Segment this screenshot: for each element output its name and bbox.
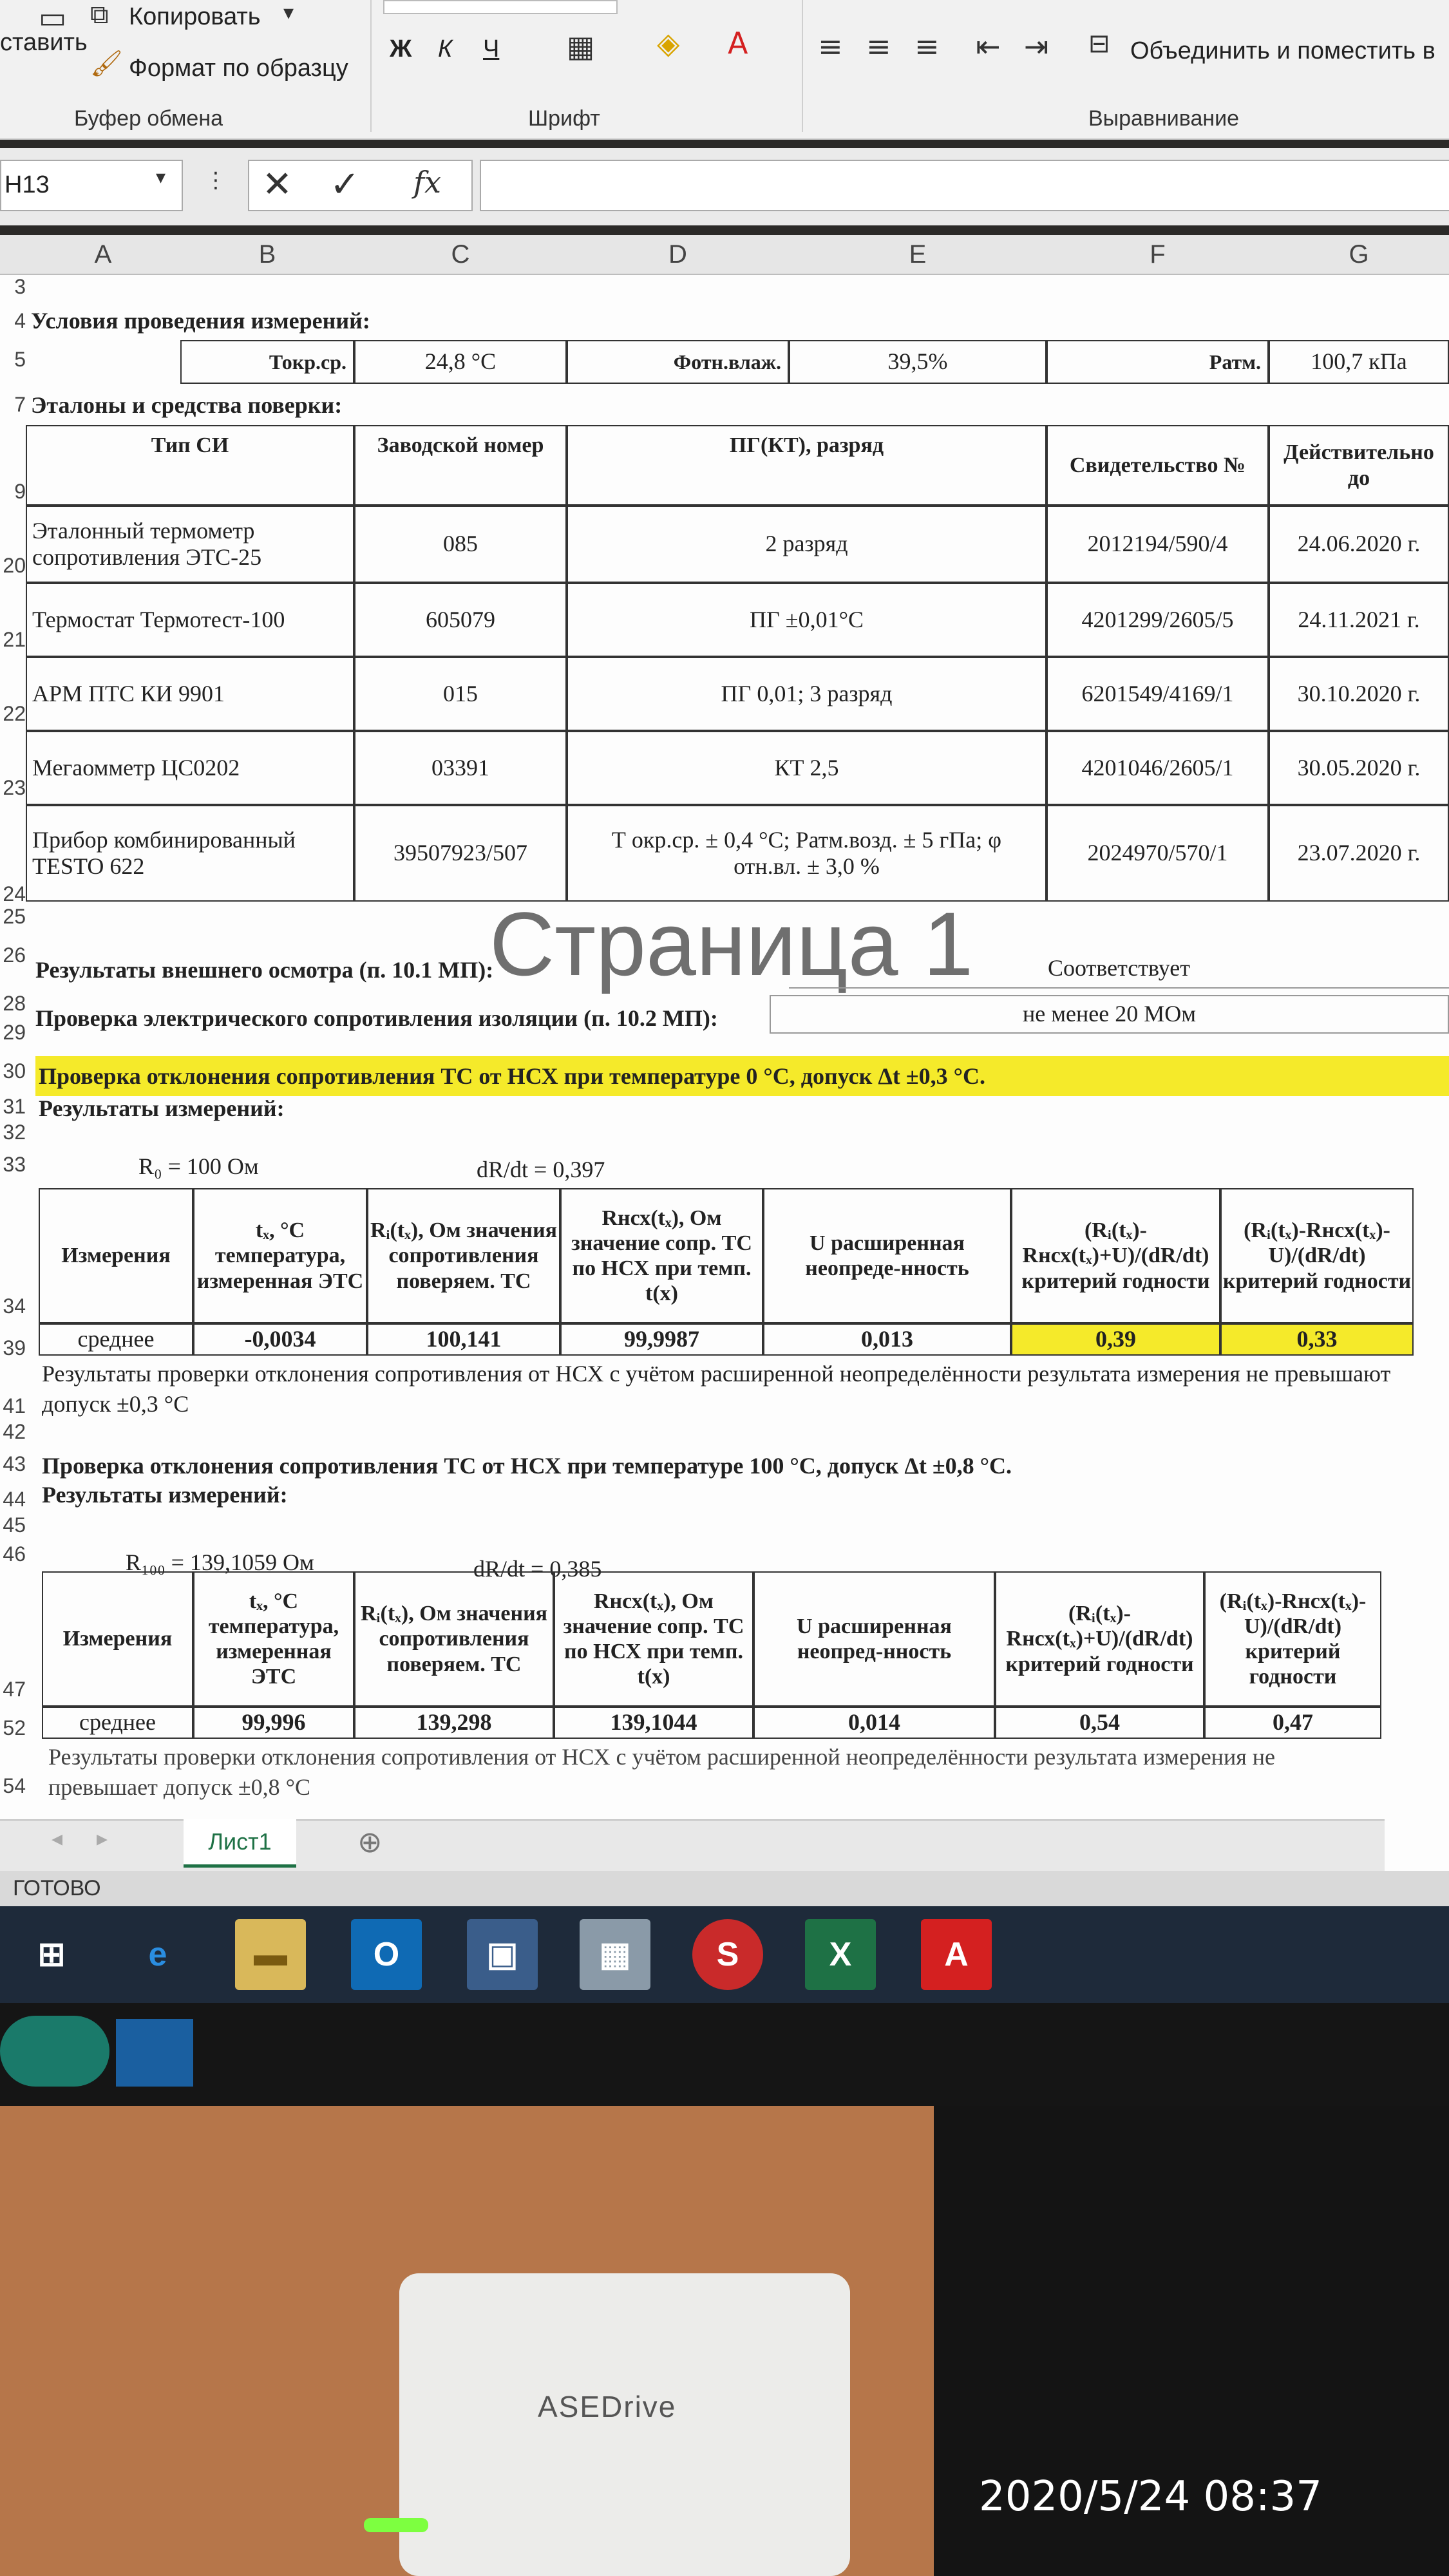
page-watermark: Страница 1: [489, 893, 974, 994]
table-cell[interactable]: 0,33: [1220, 1323, 1414, 1356]
energy-star-logo: [116, 2019, 193, 2087]
formula-input[interactable]: [480, 160, 1449, 211]
merge-icon[interactable]: ⊟: [1088, 29, 1110, 59]
table-cell[interactable]: Т окр.ср. ± 0,4 °С; Ратм.возд. ± 5 гПа; φ отн.вл. ± 3,0 %: [567, 805, 1046, 902]
standards-header-valid: Действительно до: [1269, 425, 1449, 506]
table-cell[interactable]: 99,996: [193, 1707, 354, 1739]
row-header[interactable]: 5: [14, 348, 26, 371]
excel-icon[interactable]: X: [805, 1919, 876, 1990]
table-cell[interactable]: 30.10.2020 г.: [1269, 657, 1449, 731]
device-label: ASEDrive: [538, 2390, 677, 2423]
test0-header-tx: tₓ, °С температура, измеренная ЭТС: [193, 1188, 367, 1323]
test0-header-ri: Rᵢ(tₓ), Ом значения сопротивления поверяем. ТС: [367, 1188, 560, 1323]
test0-title: Проверка отклонения сопротивления ТС от НСХ при температуре 0 °С, допуск Δt ±0,3 °С.: [39, 1063, 986, 1089]
test100-r100: R₁₀₀ = 139,1059 Ом: [126, 1549, 314, 1575]
row-header[interactable]: 43: [3, 1452, 26, 1475]
row-header[interactable]: 39: [3, 1336, 26, 1359]
divider: [370, 0, 372, 132]
table-cell[interactable]: -0,0034: [193, 1323, 367, 1356]
add-sheet-icon[interactable]: ⊕: [357, 1824, 383, 1859]
row-header[interactable]: 42: [3, 1420, 26, 1443]
photo-timestamp: 2020/5/24 08:37: [979, 2473, 1322, 2521]
merge-button[interactable]: Объединить и поместить в: [1130, 37, 1435, 64]
table-cell[interactable]: 0,39: [1011, 1323, 1220, 1356]
test100-header-crit-plus: (Rᵢ(tₓ)-Rнсх(tₓ)+U)/(dR/dt) критерий годности: [995, 1571, 1204, 1707]
row-header[interactable]: 33: [3, 1153, 26, 1176]
test0-header-rnsh: Rнсх(tₓ), Ом значение сопр. ТС по НСХ при темп. t(x): [560, 1188, 763, 1323]
device-led: [364, 2518, 428, 2532]
row-header[interactable]: 44: [3, 1488, 26, 1511]
temperature-label: Токр.ср.: [180, 340, 354, 384]
row-header[interactable]: 20: [3, 554, 26, 577]
pressure-value[interactable]: 100,7 кПа: [1269, 340, 1449, 384]
start-icon[interactable]: ⊞: [37, 1936, 66, 1973]
column-header[interactable]: D: [567, 235, 790, 275]
table-cell[interactable]: 03391: [354, 731, 567, 805]
font-group-label: Шрифт: [528, 106, 600, 131]
scroll-right-icon[interactable]: ▸: [97, 1826, 108, 1852]
sheet-tab[interactable]: Лист1: [184, 1819, 296, 1868]
humidity-label: Фотн.влаж.: [567, 340, 789, 384]
test100-title: Проверка отклонения сопротивления ТС от НСХ при температуре 100 °С, допуск Δt ±0,8 °С.: [42, 1453, 1012, 1479]
table-cell[interactable]: 085: [354, 506, 567, 583]
row-header[interactable]: 28: [3, 992, 26, 1015]
calculator-icon[interactable]: ▦: [580, 1919, 650, 1990]
name-box-value: H13: [5, 171, 50, 198]
formula-buttons: [248, 160, 473, 211]
underline-button[interactable]: Ч: [483, 35, 500, 62]
monitor-bezel: [0, 2003, 1449, 2106]
table-cell[interactable]: 0,54: [995, 1707, 1204, 1739]
insulation-value[interactable]: не менее 20 МОм: [770, 995, 1449, 1034]
table-cell[interactable]: ПГ ±0,01°С: [567, 583, 1046, 657]
humidity-value[interactable]: 39,5%: [789, 340, 1046, 384]
paste-icon[interactable]: ▭: [39, 0, 67, 35]
test100-header-ri: Rᵢ(tₓ), Ом значения сопротивления поверяем. ТС: [354, 1571, 554, 1707]
table-cell[interactable]: 605079: [354, 583, 567, 657]
table-cell[interactable]: Эталонный термометр сопротивления ЭТС-25: [26, 506, 354, 583]
table-cell[interactable]: среднее: [42, 1707, 193, 1739]
row-header[interactable]: 31: [3, 1095, 26, 1118]
column-header[interactable]: E: [789, 235, 1047, 275]
chevron-down-icon[interactable]: ▾: [283, 0, 294, 24]
more-icon: ⋮: [205, 167, 227, 193]
row-header[interactable]: 25: [3, 905, 26, 928]
standards-header-serial: Заводской номер: [354, 425, 567, 506]
table-cell[interactable]: 2012194/590/4: [1046, 506, 1269, 583]
test100-header-measurement: Измерения: [42, 1571, 193, 1707]
table-cell[interactable]: 99,9987: [560, 1323, 763, 1356]
column-header[interactable]: F: [1046, 235, 1269, 275]
worksheet: [0, 235, 1449, 1874]
visual-inspection-label: Результаты внешнего осмотра (п. 10.1 МП):: [35, 957, 494, 983]
align-center-icon[interactable]: ≡: [866, 29, 891, 64]
table-cell[interactable]: 2 разряд: [567, 506, 1046, 583]
table-cell[interactable]: 23.07.2020 г.: [1269, 805, 1449, 902]
fill-color-icon[interactable]: ◈: [657, 26, 680, 61]
pdf-icon[interactable]: A: [921, 1919, 992, 1990]
table-cell[interactable]: 6201549/4169/1: [1046, 657, 1269, 731]
font-color-icon[interactable]: A: [728, 26, 748, 61]
copy-icon[interactable]: ⧉: [90, 0, 109, 30]
row-header[interactable]: 45: [3, 1513, 26, 1537]
visual-inspection-value[interactable]: Соответствует: [789, 950, 1449, 989]
alignment-group-label: Выравнивание: [1088, 106, 1240, 131]
column-header[interactable]: G: [1269, 235, 1449, 275]
format-painter-icon[interactable]: 🖌: [90, 49, 123, 79]
tco-logo: [0, 2016, 109, 2087]
table-cell[interactable]: Термостат Термотест-100: [26, 583, 354, 657]
standards-header-certificate: Свидетельство №: [1046, 425, 1269, 506]
name-box[interactable]: [0, 160, 183, 211]
italic-button[interactable]: К: [438, 35, 453, 62]
test0-r0: R₀ = 100 Ом: [138, 1153, 259, 1179]
file-explorer-icon[interactable]: ▬: [235, 1919, 306, 1990]
row-header[interactable]: 34: [3, 1294, 26, 1318]
font-name-box[interactable]: [383, 0, 618, 14]
row-header[interactable]: 21: [3, 628, 26, 651]
column-header[interactable]: C: [354, 235, 567, 275]
s-app-icon[interactable]: S: [692, 1919, 763, 1990]
test0-header-u: U расширенная неопреде-нность: [763, 1188, 1011, 1323]
column-header[interactable]: B: [180, 235, 355, 275]
table-cell[interactable]: ПГ 0,01; 3 разряд: [567, 657, 1046, 731]
table-cell[interactable]: 015: [354, 657, 567, 731]
table-cell[interactable]: 24.11.2021 г.: [1269, 583, 1449, 657]
standards-header-class: ПГ(КТ), разряд: [567, 425, 1046, 506]
test100-conclusion: Результаты проверки отклонения сопротивления от НСХ с учётом расширенной неопределённости результата измерения не превышает допуск ±0,8 °С: [48, 1744, 1276, 1800]
function-icon[interactable]: fx: [413, 165, 441, 200]
table-cell[interactable]: 139,298: [354, 1707, 554, 1739]
table-cell[interactable]: Прибор комбинированный TESTO 622: [26, 805, 354, 902]
clipboard-group-label: Буфер обмена: [74, 106, 223, 131]
temperature-value[interactable]: 24,8 °С: [354, 340, 567, 384]
test0-header-crit-plus: (Rᵢ(tₓ)-Rнсх(tₓ)+U)/(dR/dt) критерий годности: [1011, 1188, 1220, 1323]
row-header[interactable]: 30: [3, 1059, 26, 1083]
table-cell[interactable]: 100,141: [367, 1323, 560, 1356]
table-cell[interactable]: 0,014: [753, 1707, 995, 1739]
status-text: ГОТОВО: [13, 1876, 101, 1900]
pressure-label: Ратм.: [1046, 340, 1269, 384]
card-reader-device: [399, 2273, 850, 2576]
test100-header-crit-minus: (Rᵢ(tₓ)-Rнсх(tₓ)-U)/(dR/dt) критерий годности: [1204, 1571, 1381, 1707]
table-cell[interactable]: Мегаомметр ЦС0202: [26, 731, 354, 805]
column-header[interactable]: A: [26, 235, 181, 275]
decrease-indent-icon[interactable]: ⇤: [976, 29, 1001, 64]
table-cell[interactable]: 2024970/570/1: [1046, 805, 1269, 902]
test0-results-label: Результаты измерений:: [39, 1095, 285, 1121]
status-bar: [0, 1871, 1449, 1906]
select-all-corner[interactable]: [0, 235, 26, 275]
row-header[interactable]: 46: [3, 1542, 26, 1566]
align-right-icon[interactable]: ≡: [914, 29, 940, 64]
internet-explorer-icon[interactable]: e: [148, 1936, 167, 1973]
test100-results-label: Результаты измерений:: [42, 1482, 288, 1508]
table-cell[interactable]: КТ 2,5: [567, 731, 1046, 805]
bold-button[interactable]: Ж: [390, 35, 412, 62]
row-header[interactable]: 3: [14, 275, 26, 298]
table-cell[interactable]: АРМ ПТС КИ 9901: [26, 657, 354, 731]
outlook-icon[interactable]: O: [351, 1919, 422, 1990]
row-header[interactable]: 47: [3, 1678, 26, 1701]
row-header[interactable]: 23: [3, 776, 26, 799]
row-header[interactable]: 32: [3, 1121, 26, 1144]
paste-button[interactable]: ставить: [0, 29, 88, 56]
test100-header-tx: tₓ, °С температура, измеренная ЭТС: [193, 1571, 354, 1707]
test100-drdt: dR/dt = 0,385: [473, 1556, 602, 1582]
align-left-icon[interactable]: ≡: [818, 29, 843, 64]
divider: [802, 0, 803, 132]
row-header[interactable]: 22: [3, 702, 26, 725]
formula-bar: [0, 148, 1449, 225]
row-header[interactable]: 41: [3, 1394, 26, 1417]
table-cell[interactable]: 4201299/2605/5: [1046, 583, 1269, 657]
network-icon[interactable]: ▣: [467, 1919, 538, 1990]
taskbar: [0, 1906, 1449, 2003]
copy-button[interactable]: Копировать: [129, 3, 261, 30]
insulation-label: Проверка электрического сопротивления изоляции (п. 10.2 МП):: [35, 1005, 718, 1031]
enter-icon[interactable]: ✓: [330, 164, 360, 205]
row-header[interactable]: 7: [14, 393, 26, 416]
test100-header-rnsh: Rнсх(tₓ), Ом значение сопр. ТС по НСХ при темп. t(x): [554, 1571, 753, 1707]
row-header[interactable]: 29: [3, 1021, 26, 1044]
row-header[interactable]: 4: [14, 309, 26, 332]
test0-header-measurement: Измерения: [39, 1188, 193, 1323]
table-cell[interactable]: 0,013: [763, 1323, 1011, 1356]
table-cell[interactable]: 139,1044: [554, 1707, 753, 1739]
borders-icon[interactable]: ▦: [567, 29, 595, 64]
ribbon: [0, 0, 1449, 140]
table-cell[interactable]: 39507923/507: [354, 805, 567, 902]
test0-drdt: dR/dt = 0,397: [477, 1157, 605, 1182]
row-header[interactable]: 54: [3, 1774, 26, 1797]
test100-header-u: U расширенная неопред-нность: [753, 1571, 995, 1707]
table-cell[interactable]: 4201046/2605/1: [1046, 731, 1269, 805]
table-cell[interactable]: среднее: [39, 1323, 193, 1356]
conditions-title: Условия проведения измерений:: [31, 308, 370, 334]
standards-header-type: Тип СИ: [26, 425, 354, 506]
scroll-left-icon[interactable]: ◂: [52, 1826, 63, 1852]
test0-conclusion: Результаты проверки отклонения сопротивления от НСХ с учётом расширенной неопределённости результата измерения не превышают допуск ±0,3 °С: [42, 1361, 1391, 1417]
increase-indent-icon[interactable]: ⇥: [1024, 29, 1049, 64]
standards-title: Эталоны и средства поверки:: [31, 392, 343, 418]
row-header[interactable]: 24: [3, 882, 26, 905]
table-cell[interactable]: 30.05.2020 г.: [1269, 731, 1449, 805]
row-header[interactable]: 9: [14, 480, 26, 503]
chevron-down-icon[interactable]: ▾: [156, 166, 166, 189]
test0-header-crit-minus: (Rᵢ(tₓ)-Rнсх(tₓ)-U)/(dR/dt) критерий годности: [1220, 1188, 1414, 1323]
table-cell[interactable]: 0,47: [1204, 1707, 1381, 1739]
row-header[interactable]: 26: [3, 943, 26, 967]
format-painter-button[interactable]: Формат по образцу: [129, 55, 348, 82]
table-cell[interactable]: 24.06.2020 г.: [1269, 506, 1449, 583]
row-header[interactable]: 52: [3, 1716, 26, 1739]
cancel-icon[interactable]: ✕: [262, 164, 292, 205]
